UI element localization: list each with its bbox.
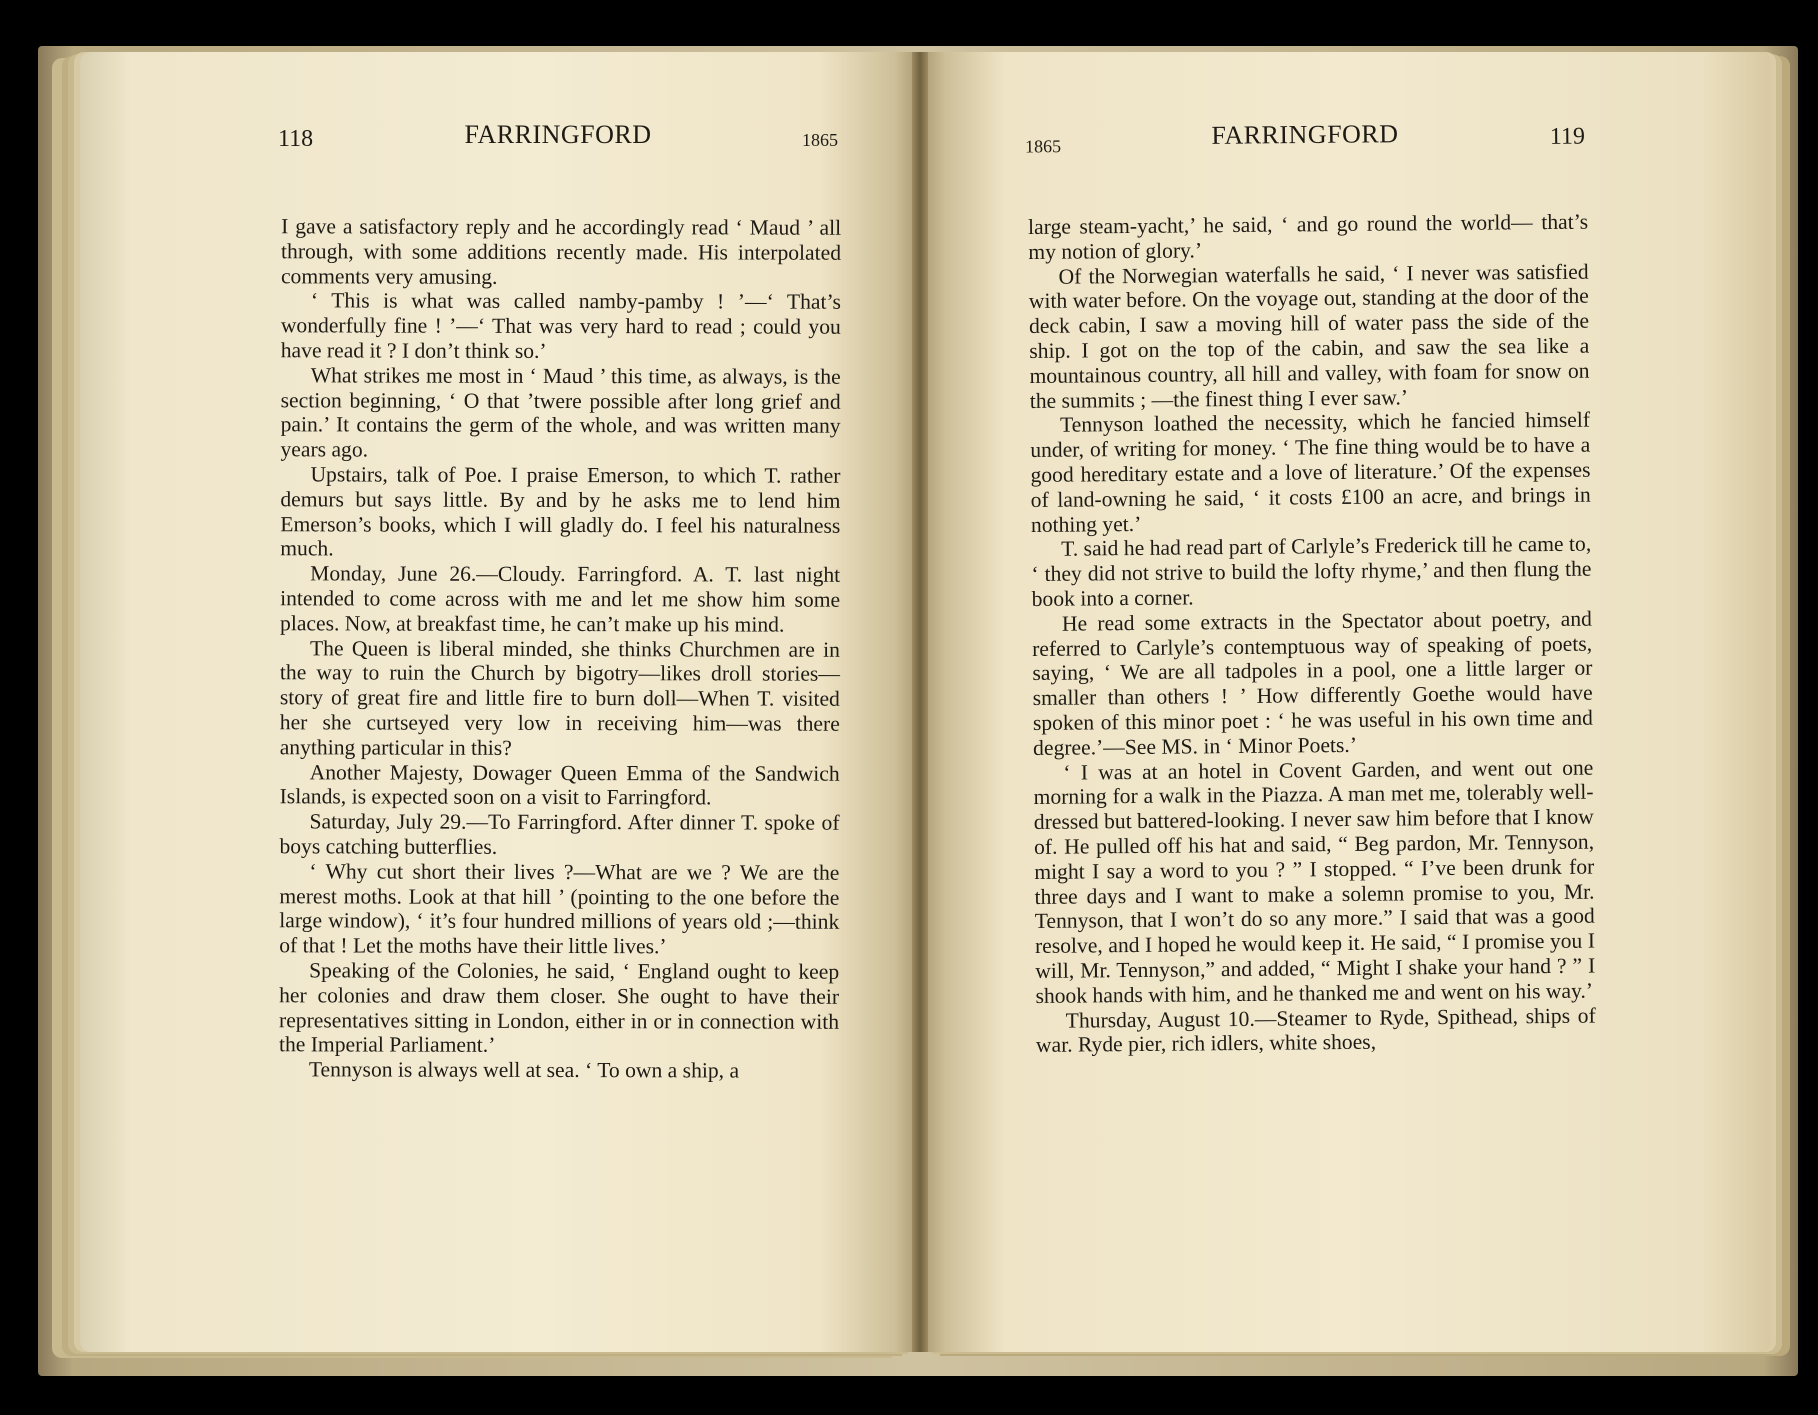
- paragraph: ‘ Why cut short their lives ?—What are we ? We are the merest moths. Look at that hill ’ (pointing to the one before the large window), ‘ it’s four hundred millions of years old ;—think of that ! Let the moths have their little lives.’: [279, 859, 840, 959]
- book-gutter: [912, 52, 928, 1352]
- paragraph: T. said he had read part of Carlyle’s Frederick till he came to, ‘ they did not strive to build the lofty rhyme,’ and then flung the book into a corner.: [1031, 531, 1592, 611]
- running-year: 1865: [802, 130, 838, 150]
- paragraph: Speaking of the Colonies, he said, ‘ England ought to keep her colonies and draw them closer. She ought to have their representatives sitting in London, either in or in connection with the Imperial Parliament.’: [278, 958, 840, 1058]
- paragraph: Monday, June 26.—Cloudy. Farringford. A. T. last night intended to come across with me and let me show him some places. Now, at breakfast time, he can’t make up his mind.: [280, 561, 841, 637]
- paragraph: What strikes me most in ‘ Maud ’ this time, as always, is the section beginning, ‘ O that ’twere possible after long grief and pain.’ It contains the germ of the whole, and was written many years ago.: [280, 363, 841, 462]
- running-title: FARRINGFORD: [464, 120, 652, 149]
- paragraph: Of the Norwegian waterfalls he said, ‘ I never was satisfied with water before. On the voyage out, standing at the door of the deck cabin, I saw a moving hill of water pass the side of the ship. I got on the top of the cabin, and saw the sea like a mountainous country, all hill and valley, with foam for snow on the summits ; —the finest thing I ever saw.’: [1028, 259, 1590, 413]
- page-number: 119: [1549, 123, 1586, 150]
- paragraph: Tennyson loathed the necessity, which he fancied himself under, of writing for money. ‘ The fine thing would be to have a good hereditary estate and a love of literature.’ Of the expenses of land-owning he said, ‘ it costs £100 an acre, and brings in nothing yet.’: [1030, 407, 1591, 537]
- running-year: 1865: [1024, 136, 1062, 157]
- page-number: 118: [278, 126, 314, 152]
- right-page-header: [1025, 118, 1585, 163]
- left-page-header: [278, 120, 838, 160]
- right-page-text: [1028, 210, 1596, 1058]
- paragraph: Tennyson is always well at sea. ‘ To own a ship, a: [308, 1057, 740, 1083]
- paragraph: ‘ I was at an hotel in Covent Garden, and went out one morning for a walk in the Piazza. A man met me, tolerably well-dressed but battered-looking. I never saw him before that I know of. He pulled off his hat and said, “ Beg pardon, Mr. Tennyson, might I say a word to you ? ” I stopped. “ I’ve been drunk for three days and I want to make a solemn promise to you, Mr. Tennyson, that I won’t do so any more.” I said that was a good resolve, and I hoped he would keep it. He said, “ I promise you I will, Mr. Tennyson,” and added, “ Might I shake your hand ? ” I shook hands with him, and he thanked me and went on his way.’: [1033, 755, 1596, 1008]
- running-title: FARRINGFORD: [1211, 119, 1399, 150]
- paragraph: ‘ This is what was called namby-pamby ! ’—‘ That’s wonderfully fine ! ’—‘ That was very hard to read ; could you have read it ? I don’t think so.’: [280, 288, 841, 363]
- left-page-text: [279, 214, 841, 1083]
- paragraph: Saturday, July 29.—To Farringford. After dinner T. spoke of boys catching butterflies.: [279, 809, 840, 859]
- paragraph: large steam-yacht,’ he said, ‘ and go round the world— that’s my notion of glory.’: [1028, 209, 1589, 264]
- paragraph: I gave a satisfactory reply and he accordingly read ‘ Maud ’ all through, with some additions recently made. His interpolated comments very amusing.: [280, 214, 842, 289]
- paragraph: Upstairs, talk of Poe. I praise Emerson, to which T. rather demurs but says little. By and by he asks me to lend him Emerson’s books, which I will gladly do. I feel his naturalness much.: [280, 462, 841, 561]
- paragraph: Thursday, August 10.—Steamer to Ryde, Spithead, ships of war. Ryde pier, rich idlers, white shoes,: [1035, 1003, 1596, 1058]
- paragraph: The Queen is liberal minded, she thinks Churchmen are in the way to ruin the Church by bigotry—likes droll stories—story of great fire and little fire to burn doll—When T. visited her she curtseyed very low in receiving him—was there anything particular in this?: [279, 635, 841, 760]
- paragraph: Another Majesty, Dowager Queen Emma of the Sandwich Islands, is expected soon on a visit to Farringford.: [279, 759, 840, 810]
- paragraph: He read some extracts in the Spectator about poetry, and referred to Carlyle’s contemptuous way of speaking of poets, saying, ‘ We are all tadpoles in a pool, one a little larger or smaller than others ! ’ How differently Goethe would have spoken of this minor poet : ‘ he was useful in his own time and degree.’—See MS. in ‘ Minor Poets.’: [1032, 606, 1593, 760]
